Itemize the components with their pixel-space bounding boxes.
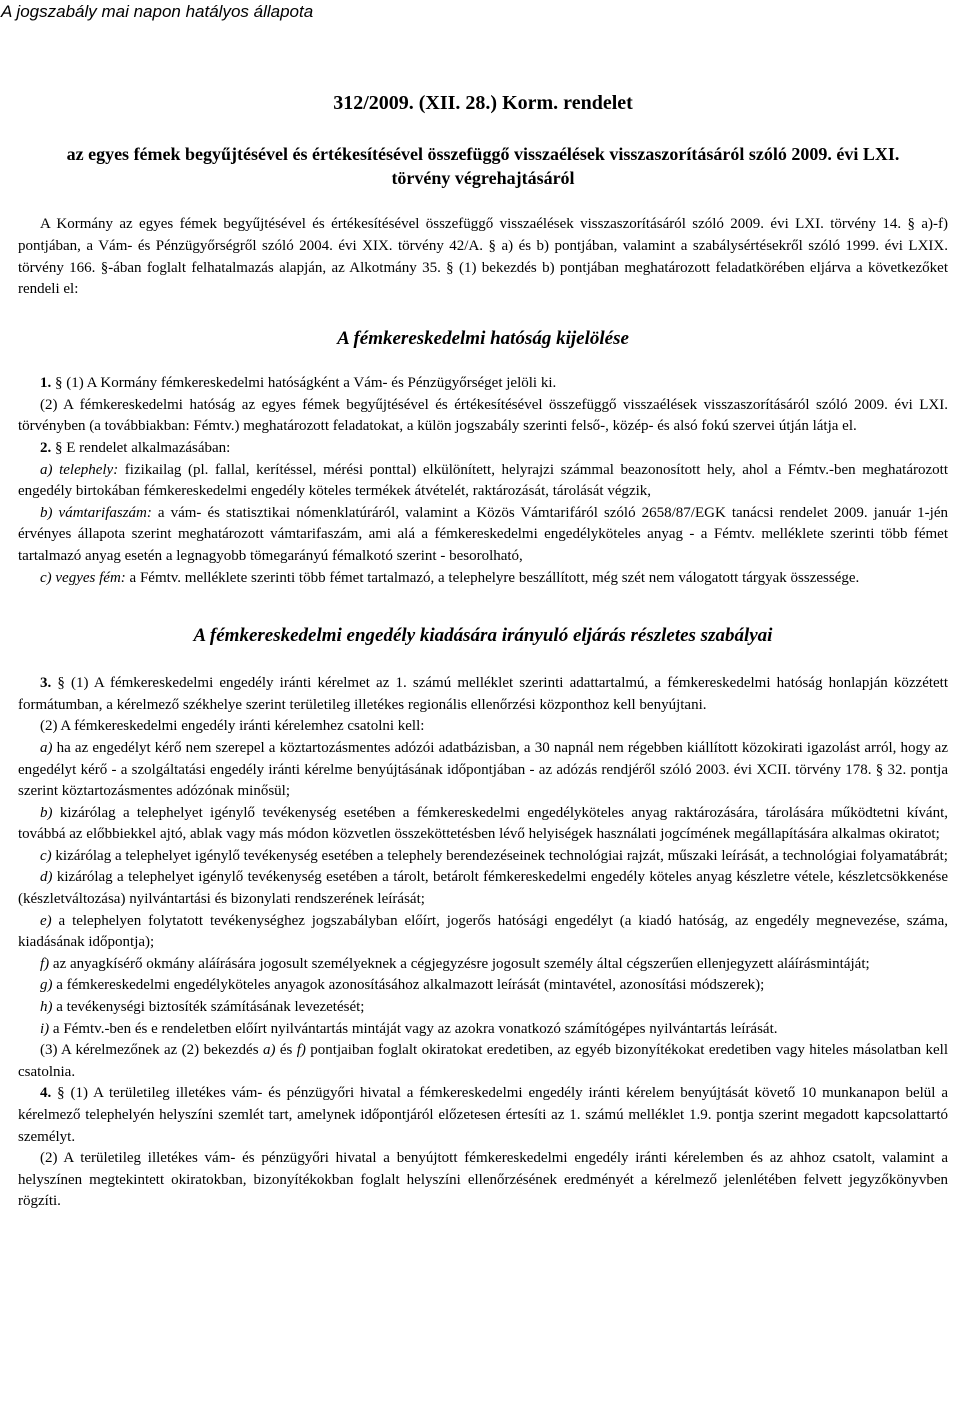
list-text: a fémkereskedelmi engedélyköteles anyagok azonosításához alkalmazott leírását (mintavétel, azonosítási módszerek); (52, 977, 765, 994)
list-marker: i) (40, 1020, 50, 1037)
preamble: A Kormány az egyes fémek begyűjtésével és értékesítésével összefüggő visszaélések visszaszorításáról szóló 2009. évi LXI. törvény 14. § a)-f) pontjában, a Vám- és Pénzügyőrségről szóló 2004. évi XIX. törvény 42/A. § a) és b) pontjában, valamint a szabálysértésekről szóló 1999. évi LXIX. törvény 166. §-ában foglalt felhatalmazás alapján, az Alkotmány 35. § (1) bekezdés b) pontjában meghatározott feladatkörében eljárva a következőket rendeli el: (18, 216, 948, 298)
definition-a (18, 460, 948, 503)
list-marker: g) (40, 977, 53, 994)
list-marker: b) (40, 804, 53, 821)
paragraph-1-2: (2) A fémkereskedelmi hatóság az egyes fémek begyűjtésével és értékesítésével összefüggő visszaélések visszaszorításáról szóló 2009. évi LXI. törvényben (a továbbiakban: Fémtv.) meghatározott feladatokat, a külön jogszabály szerinti felső-, közép- és alsó fokú szervei útján látja el. (18, 396, 948, 435)
paragraph-3-2: (2) A fémkereskedelmi engedély iránti kérelemhez csatolni kell: (40, 718, 425, 735)
list-text: a tevékenységi biztosíték számításának levezetését; (52, 999, 365, 1016)
section-number: 3. (40, 675, 52, 692)
paragraph-text: (3) A kérelmezőnek az (2) bekezdés (40, 1042, 263, 1059)
definition-text: a vám- és statisztikai nómenklatúráról, valamint a Közös Vámtarifáról szóló 2658/87/EGK tanácsi rendelet 2009. január 1-jén érvényes állapota szerint meghatározott vámtarifaszám, ami alá a fémkereskedelmi engedélyköteles anyag - a Fémtv. melléklete szerinti több fémet tartalmazó anyag esetén a legnagyobb tömegarányú fémalkotó szerint - besorolható, (18, 504, 948, 564)
list-text: kizárólag a telephelyet igénylő tevékenység esetében a fémkereskedelmi engedélyköteles anyag raktározására, tárolására működtetni kívánt, továbbá az előbbiekkel ajtó, ablak vagy más módon közvetlen összeköttetésben lévő helyiségek használati jogcímének megállapítására alkalmas okiratot; (18, 804, 948, 843)
list-item-f (18, 954, 948, 976)
paragraph-text: § E rendelet alkalmazásában: (55, 439, 231, 456)
point-ref: f) (296, 1042, 306, 1059)
definition-c (18, 568, 948, 590)
paragraph-4-2: (2) A területileg illetékes vám- és pénzügyőri hivatal a benyújtott fémkereskedelmi engedély iránti kérelemben és az ahhoz csatolt, valamint a helyszínen megtekintett okiratokban, bizonyítékokban foglalt helyszíni ellenőrzésének eredményét a kérelmező jelenlétében felvett jegyzőkönyvben rögzíti. (18, 1150, 948, 1210)
list-marker: h) (40, 999, 53, 1016)
list-item-c (18, 846, 948, 868)
paragraph-4-1 (18, 1083, 948, 1148)
definition-term: b) vámtarifaszám: (40, 504, 152, 521)
list-item-d (18, 867, 948, 910)
list-marker: d) (40, 869, 53, 886)
section-title-hatosag: A fémkereskedelmi hatóság kijelölése (337, 328, 629, 350)
list-marker: a) (40, 739, 53, 756)
list-marker: f) (40, 955, 50, 972)
definition-b (18, 503, 948, 568)
definition-text: fizikailag (pl. fallal, kerítéssel, mérési ponttal) elkülönített, helyrajzi számmal beazonosított hely, ahol a Fémtv.-ben meghatározott engedély birtokában fémkereskedelmi engedély köteles termékek átvételét, raktározását, tárolását végzik, (18, 461, 948, 500)
section-number: 2. (40, 439, 52, 456)
list-marker: e) (40, 912, 52, 929)
list-text: kizárólag a telephelyet igénylő tevékenység esetében a tárolt, betárolt fémkereskedelmi engedély köteles anyag készletre vétele, készletcsökkenése (készletváltozása) nyilvántartási és bizonylati rendszerének leírását; (18, 869, 948, 908)
document-title: 312/2009. (XII. 28.) Korm. rendelet (333, 92, 633, 114)
list-text: a telephelyen folytatott tevékenységhez jogszabályban előírt, jogerős hatósági engedélyt (a kiadó hatóság, az engedély megnevezése, száma, kiadásának időpontja); (18, 912, 948, 951)
document-subtitle: az egyes fémek begyűjtésével és értékesítésével összefüggő visszaélések visszaszorításáról szóló 2009. évi LXI. törvény végrehajtásáról (66, 144, 900, 188)
list-item-a (18, 738, 948, 803)
list-item-b (18, 803, 948, 846)
definition-text: a Fémtv. melléklete szerinti több fémet tartalmazó, a telephelyre beszállított, még szét nem válogatott tárgyak összessége. (125, 569, 860, 586)
section-number: 4. (40, 1085, 52, 1102)
section-title-eljaras: A fémkereskedelmi engedély kiadására irányuló eljárás részletes szabályai (193, 625, 773, 647)
paragraph-text: § (1) A területileg illetékes vám- és pénzügyőri hivatal a fémkereskedelmi engedély iránti kérelem benyújtását követő 10 munkanapon belül a kérelmező telephelyén helyszíni szemlét tart, amelynek időpontjáról előzetesen értesíti az 1. számú melléklet 1.9. pontja szerint megadott kapcsolattartó személyt. (18, 1085, 949, 1145)
definition-term: a) telephely: (40, 461, 119, 478)
paragraph-text: § (1) A fémkereskedelmi engedély iránti kérelmet az 1. számú melléklet szerinti adattartalmú, a fémkereskedelmi hatóság honlapján közzétett formátumban, a kérelmező székhelye szerint területileg illetékes regionális ellenőrzési központhoz kell benyújtani. (18, 675, 949, 713)
paragraph-text: és (275, 1042, 297, 1059)
section-number: 1. (40, 375, 52, 392)
list-item-i (18, 1019, 948, 1041)
paragraph-text: § (1) A Kormány fémkereskedelmi hatóságként a Vám- és Pénzügyőrséget jelöli ki. (55, 375, 557, 392)
list-text: az anyagkísérő okmány aláírására jogosult személyeknek a cégjegyzésre jogosult személy által cégszerűen ellenjegyzett aláírásmintáját; (49, 955, 870, 972)
paragraph-3-3 (18, 1040, 948, 1083)
paragraph-text: pontjaiban foglalt okiratokat eredetiben, az egyéb bizonyítékokat eredetiben vagy hiteles másolatban kell csatolnia. (18, 1042, 949, 1080)
list-marker: c) (40, 847, 52, 864)
document-body (18, 90, 948, 1213)
list-text: a Fémtv.-ben és e rendeletben előírt nyilvántartás mintáját vagy az azokra vonatkozó számítógépes nyilvántartás leírását. (49, 1020, 778, 1037)
page-header: A jogszabály mai napon hatályos állapota (1, 2, 314, 21)
list-text: kizárólag a telephelyet igénylő tevékenység esetében a telephely berendezéseinek technológiai rajzát, műszaki leírását, a technológiai folyamatábrát; (51, 847, 948, 864)
list-text: ha az engedélyt kérő nem szerepel a köztartozásmentes adózói adatbázisban, a 30 napnál nem régebben kiállított közokirati igazolást arról, hogy az engedélyt kérő - a szolgáltatási engedély iránti kérelme benyújtásának időpontjában - az adózás rendjéről szóló 2003. évi XCII. törvény 178. § 32. pontja szerint köztartozásmentes adózónak minősül; (18, 739, 948, 800)
paragraph-2 (18, 438, 948, 460)
definition-term: c) vegyes fém: (40, 569, 126, 586)
list-item-h (18, 997, 948, 1019)
paragraph-1-1 (18, 373, 948, 395)
point-ref: a) (262, 1042, 276, 1059)
paragraph-3-1 (18, 673, 948, 716)
top-bar (0, 0, 960, 34)
list-item-g (18, 975, 948, 997)
list-item-e (18, 911, 948, 954)
